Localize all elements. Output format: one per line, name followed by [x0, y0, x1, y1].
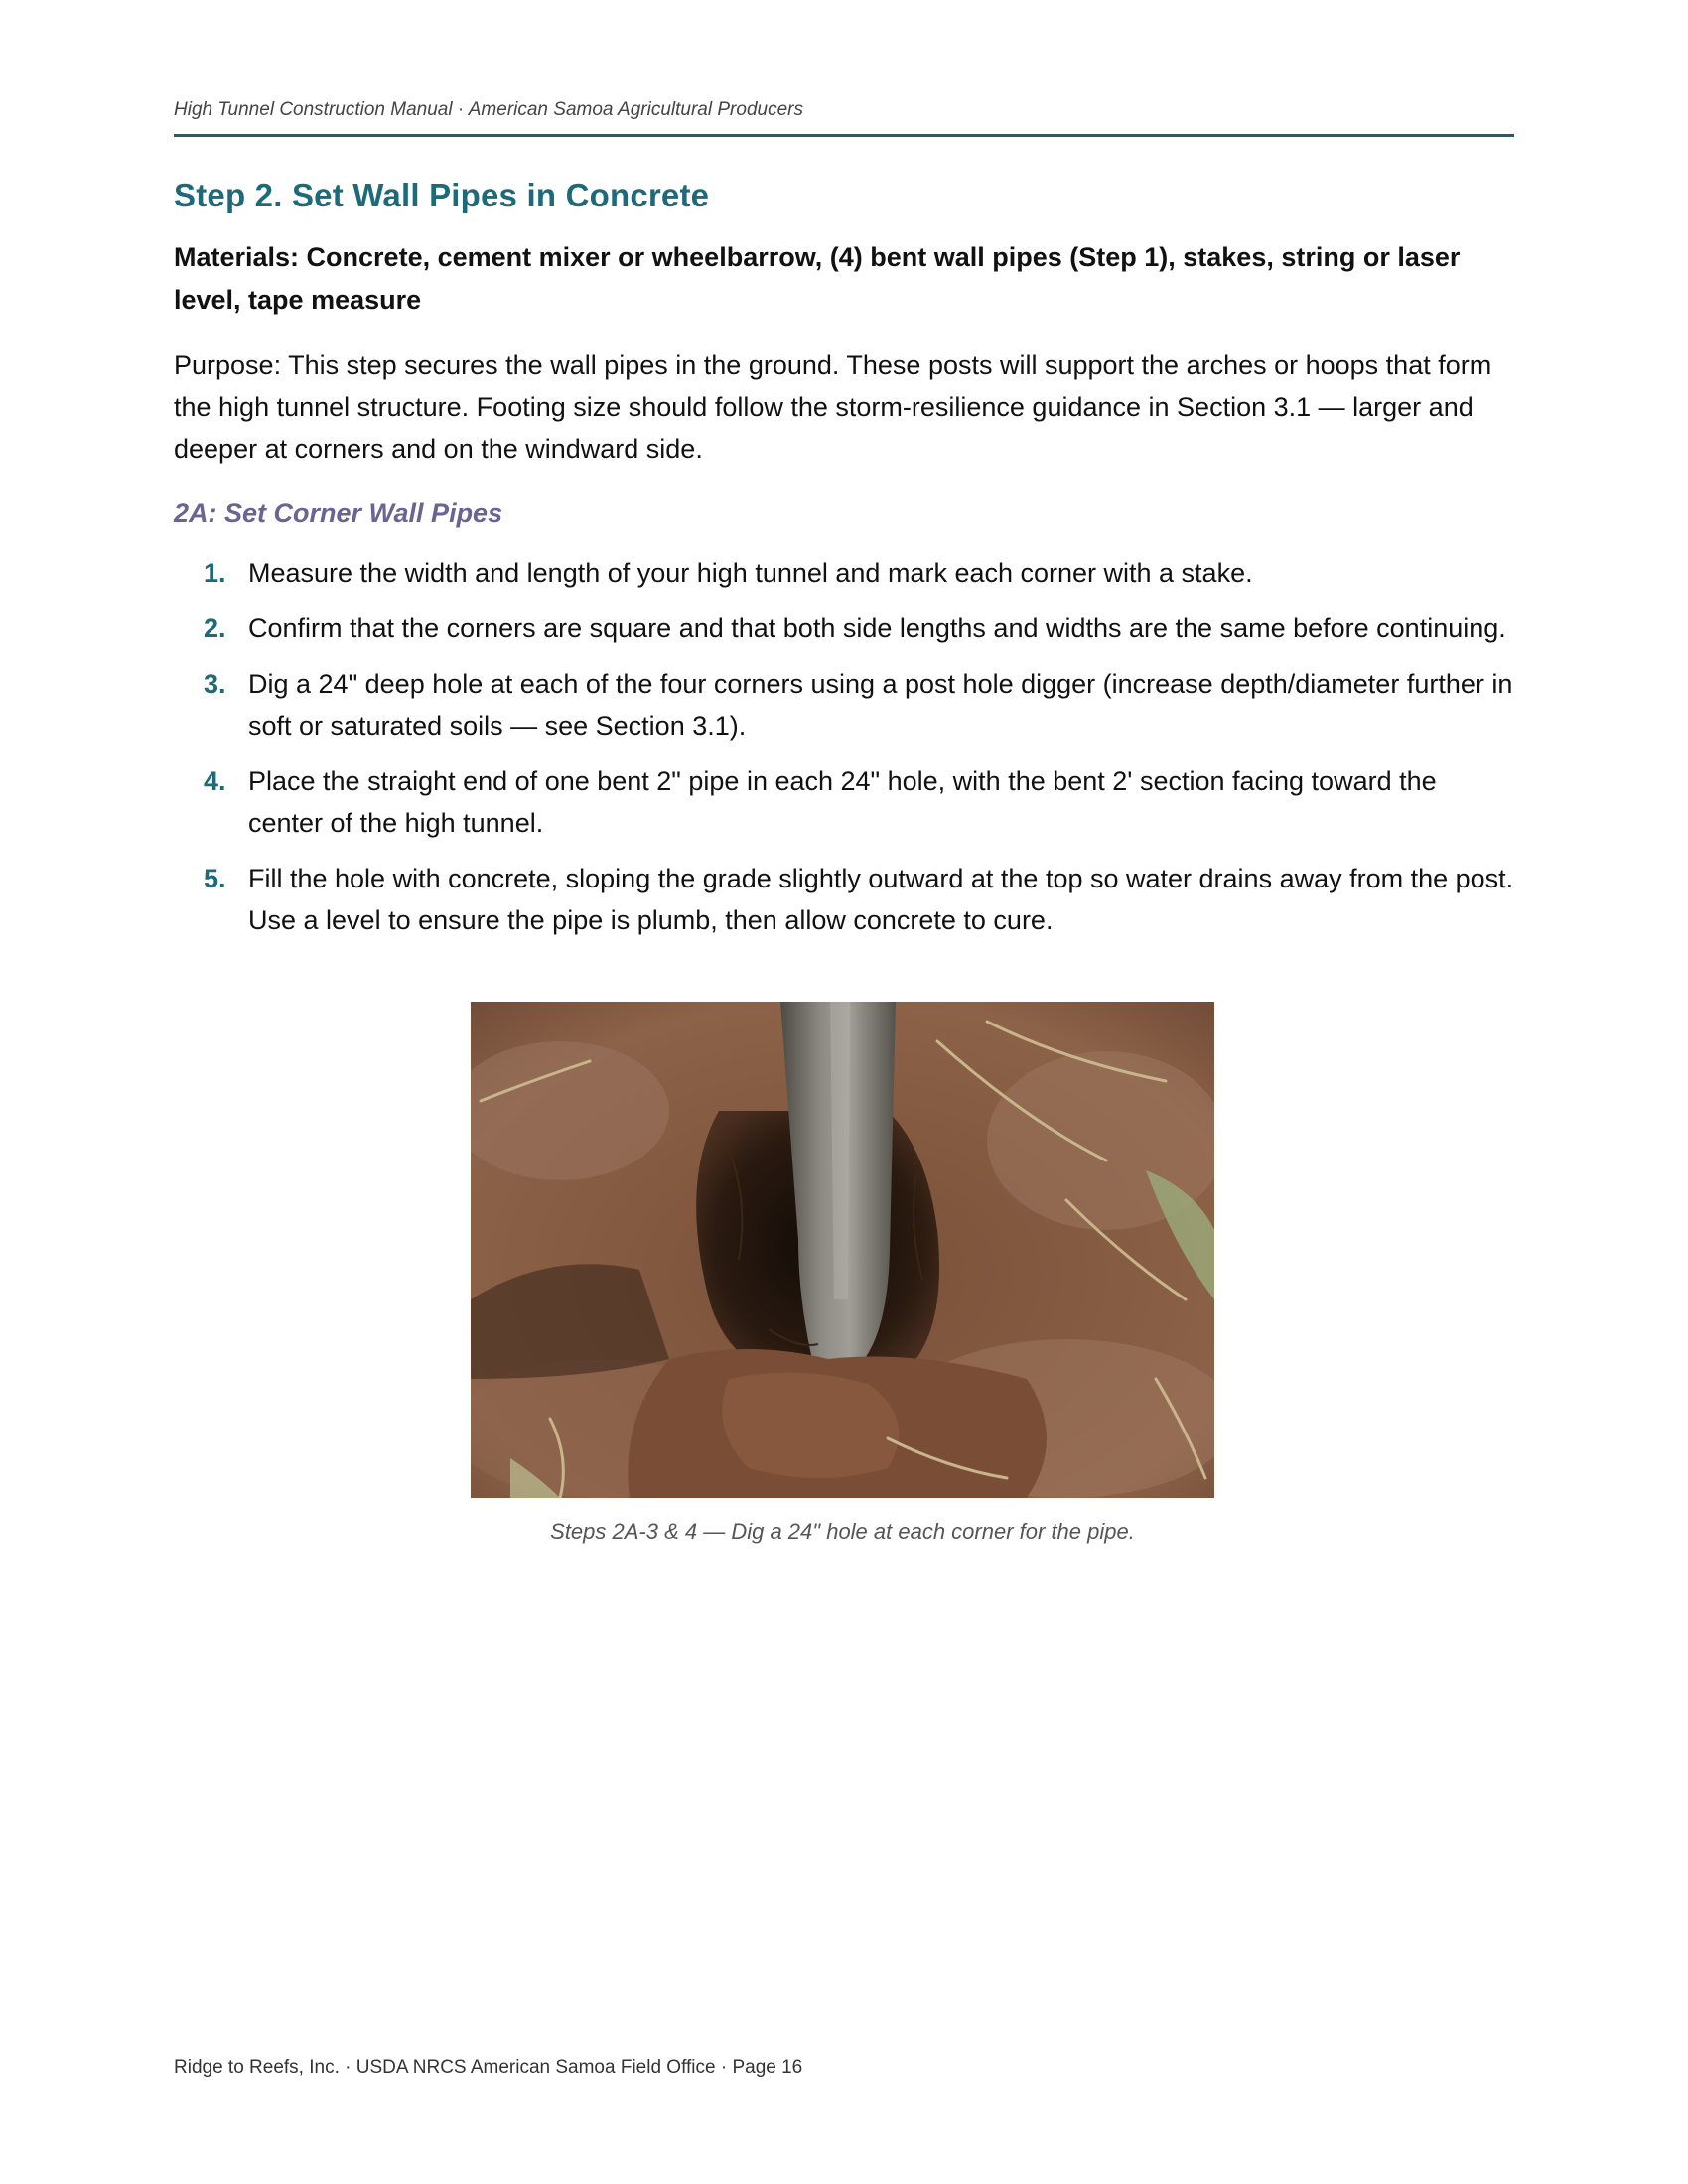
step-number: 4. — [204, 766, 226, 796]
dirt-mound — [722, 1373, 899, 1478]
list-item — [174, 858, 1514, 941]
page-footer: Ridge to Reefs, Inc. · USDA NRCS American Samoa Field Office · Page 16 — [174, 2057, 803, 2078]
step-number: 2. — [204, 614, 226, 643]
purpose-paragraph: Purpose: This step secures the wall pipes in the ground. These posts will support the arches or hoops that form the high tunnel structure. Footing size should follow the storm-resilience guidance in Section 3.1 — larger and deeper at corners and on the windward side. — [174, 350, 1492, 464]
step-number: 5. — [204, 864, 226, 893]
step-text: Measure the width and length of your high tunnel and mark each corner with a stake. — [248, 558, 1253, 588]
step-number: 3. — [204, 669, 226, 699]
step-text: Confirm that the corners are square and that both side lengths and widths are the same before continuing. — [248, 614, 1506, 643]
subsection-title: 2A: Set Corner Wall Pipes — [174, 498, 503, 528]
header-divider — [174, 134, 1514, 137]
section-title: Step 2. Set Wall Pipes in Concrete — [174, 177, 710, 213]
list-item — [174, 663, 1514, 747]
step-text: Dig a 24" deep hole at each of the four corners using a post hole digger (increase depth/diameter further in soft or saturated soils — see Section 3.1). — [248, 669, 1513, 741]
figure-caption: Steps 2A-3 & 4 — Dig a 24" hole at each corner for the pipe. — [550, 1519, 1135, 1544]
steps-list — [174, 552, 1514, 955]
list-item — [174, 552, 1514, 594]
list-item — [174, 760, 1514, 844]
step-number: 1. — [204, 558, 226, 588]
running-header: High Tunnel Construction Manual · American Samoa Agricultural Producers — [174, 99, 803, 120]
step-text: Fill the hole with concrete, sloping the grade slightly outward at the top so water drains away from the post. Use a level to ensure the pipe is plumb, then allow concrete to cure. — [248, 864, 1514, 935]
materials-list: Materials: Concrete, cement mixer or wheelbarrow, (4) bent wall pipes (Step 1), stakes, string or laser level, tape measure — [174, 242, 1461, 315]
list-item — [174, 608, 1514, 649]
pipe-in-hole-photo — [471, 1002, 1214, 1498]
photo-illustration — [471, 1002, 1214, 1498]
step-text: Place the straight end of one bent 2" pipe in each 24" hole, with the bent 2' section facing toward the center of the high tunnel. — [248, 766, 1437, 838]
